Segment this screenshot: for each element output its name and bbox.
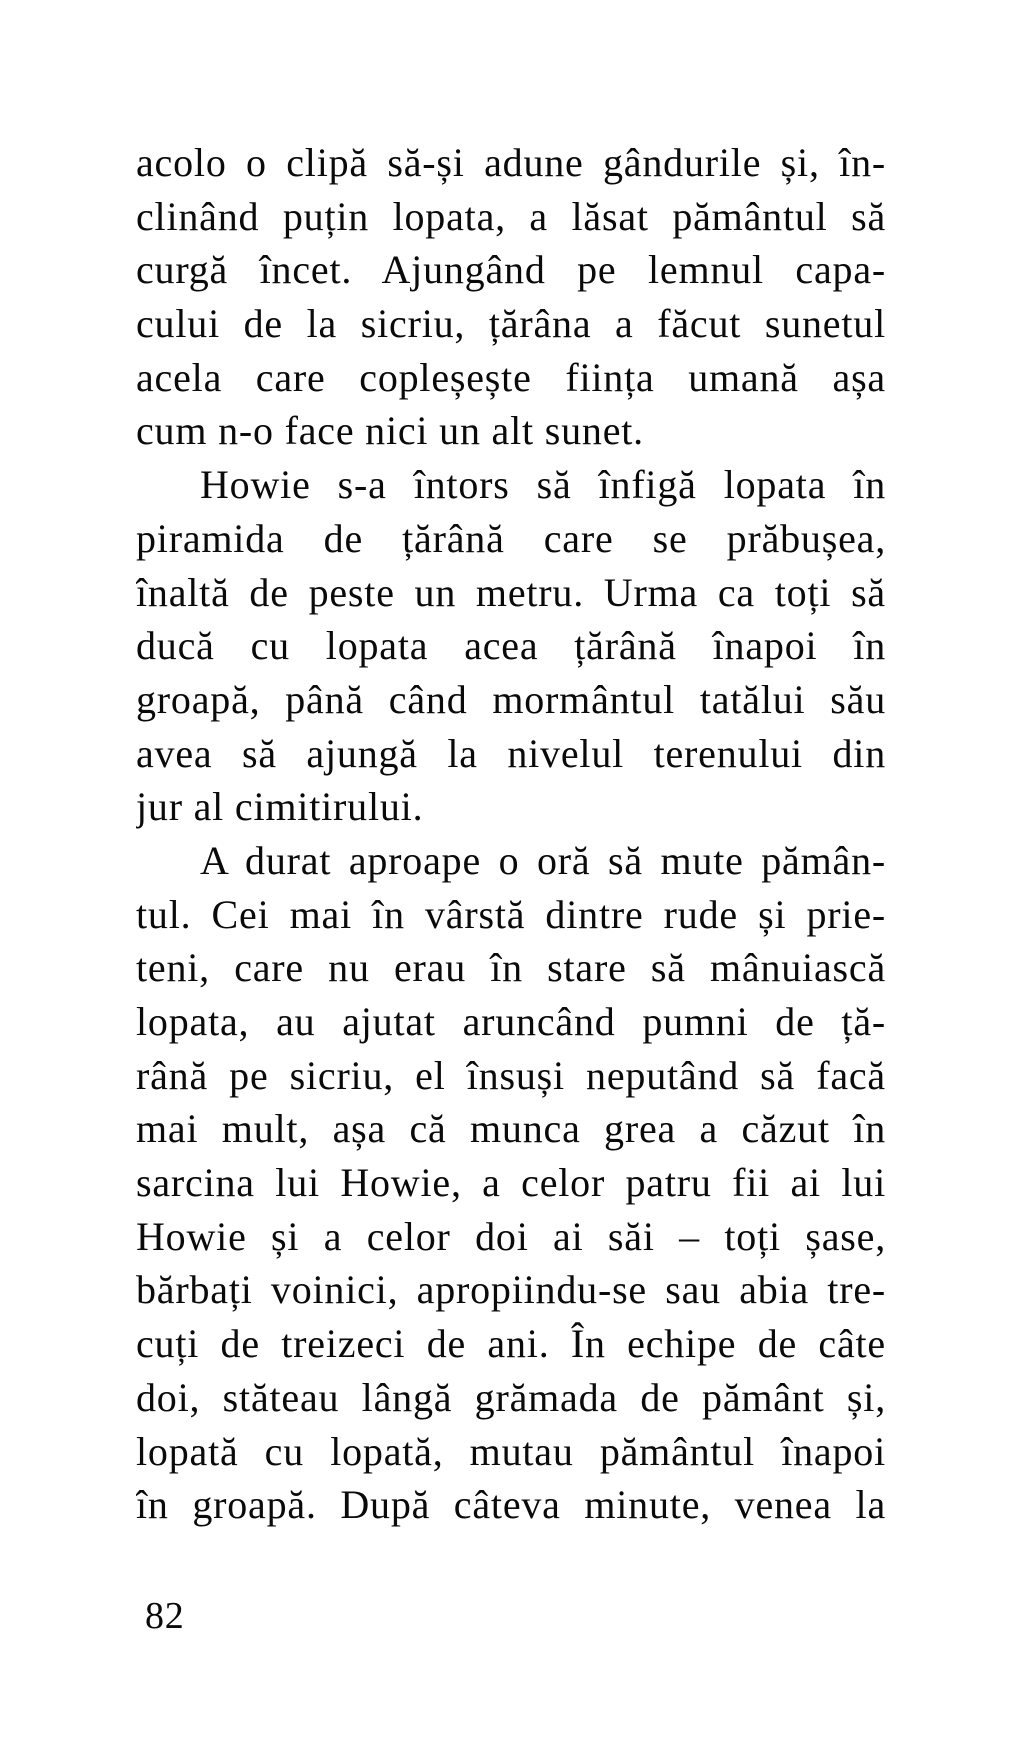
text-line: lopata, au ajutat aruncând pumni de ță-	[136, 999, 886, 1044]
text-line: Howie și a celor doi ai săi – toți șase,	[136, 1213, 886, 1259]
text-line: groapă, până când mormântul tatălui său	[136, 676, 886, 722]
text-line: ducă cu lopata acea țărână înapoi în	[136, 623, 886, 669]
text-line: bărbați voinici, apropiindu-se sau abia tre-	[136, 1267, 886, 1313]
text-line: acolo o clipă să-și adune gândurile și, în-	[136, 140, 886, 185]
text-line: clinând puțin lopata, a lăsat pământul să	[136, 193, 886, 239]
text-line: cului de la sicriu, țărâna a făcut sunetul	[136, 301, 886, 347]
text-line: avea să ajungă la nivelul terenului din	[136, 730, 886, 776]
text-line: curgă încet. Ajungând pe lemnul capa-	[136, 247, 886, 293]
page-text-block	[136, 136, 886, 1532]
text-line-paragraph-start: A durat aproape o oră să mute pămân-	[200, 837, 886, 883]
text-line: sarcina lui Howie, a celor patru fii ai lui	[136, 1160, 886, 1206]
text-line: teni, care nu erau în stare să mânuiască	[136, 945, 886, 991]
text-line: mai mult, așa că munca grea a căzut în	[136, 1106, 886, 1152]
text-line-paragraph-end: jur al cimitirului.	[136, 784, 424, 830]
page-number: 82	[145, 1595, 185, 1637]
text-line: doi, stăteau lângă grămada de pământ și,	[136, 1374, 886, 1420]
text-line-paragraph-start: Howie s-a întors să înfigă lopata în	[200, 462, 886, 508]
text-line: înaltă de peste un metru. Urma ca toți să	[136, 569, 886, 615]
text-line: cuți de treizeci de ani. În echipe de câte	[136, 1321, 886, 1367]
text-line: acela care copleșește ființa umană așa	[136, 354, 886, 400]
text-line: tul. Cei mai în vârstă dintre rude și prie-	[136, 891, 886, 937]
text-line: în groapă. După câteva minute, venea la	[136, 1482, 886, 1528]
text-line: rână pe sicriu, el însuși neputând să facă	[136, 1052, 886, 1098]
text-line-paragraph-end: cum n-o face nici un alt sunet.	[136, 408, 644, 454]
text-line: lopată cu lopată, mutau pământul înapoi	[136, 1428, 886, 1474]
text-line: piramida de țărână care se prăbușea,	[136, 515, 886, 561]
